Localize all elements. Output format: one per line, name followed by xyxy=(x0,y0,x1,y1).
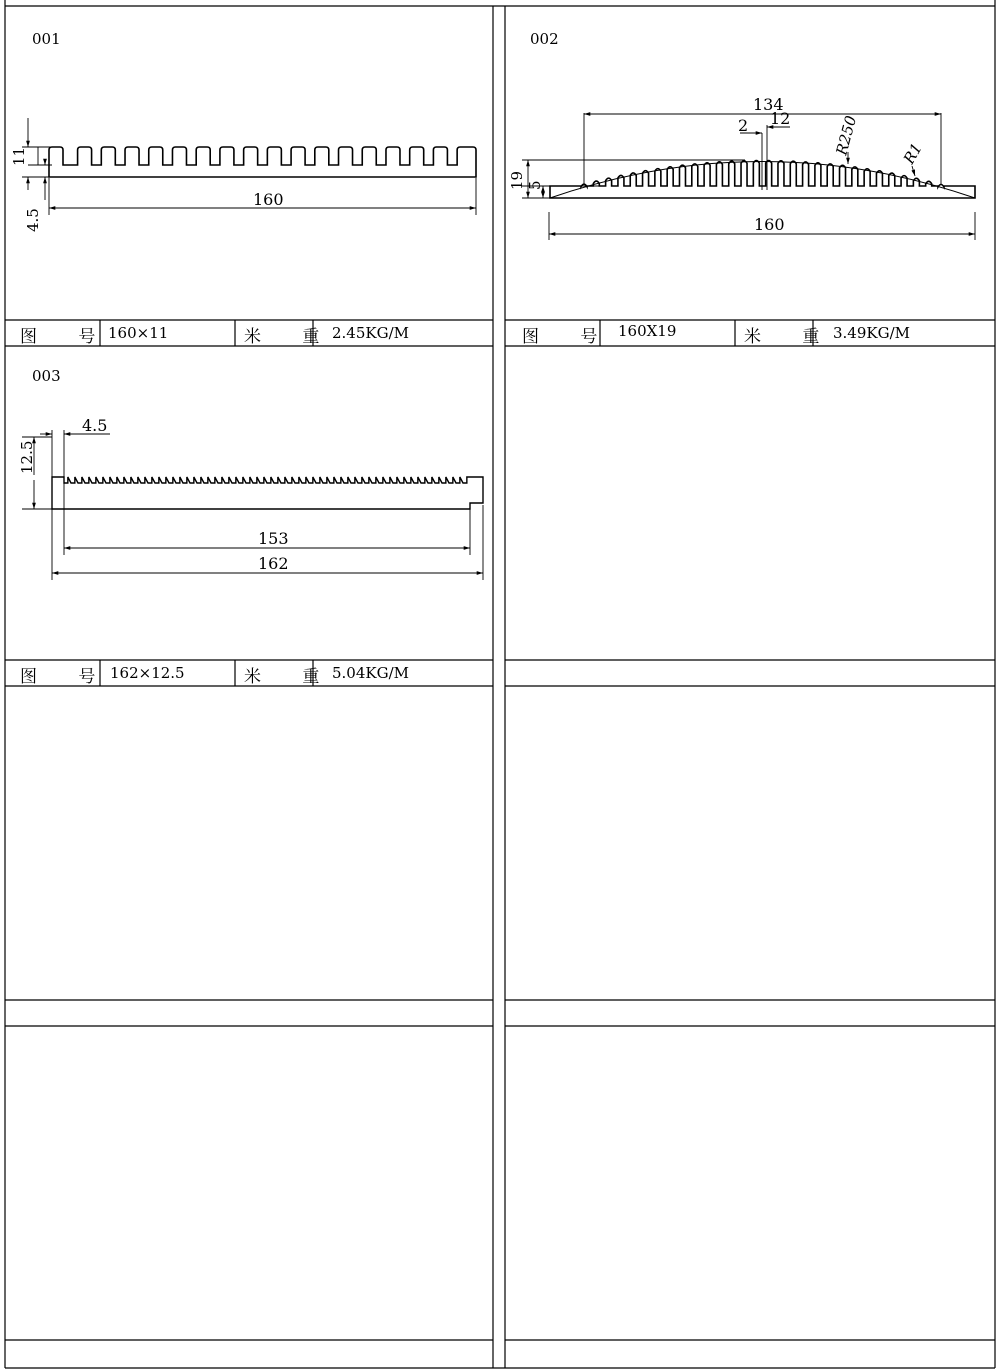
dim-002-fin-gap: 2 xyxy=(738,116,749,135)
weight-label: 米 重 xyxy=(244,327,338,347)
weight-value: 5.04KG/M xyxy=(332,664,409,682)
dim-003-total-width: 162 xyxy=(258,554,289,573)
dim-002-width: 160 xyxy=(754,215,785,234)
profile-001 xyxy=(49,147,476,177)
dim-003-step: 4.5 xyxy=(82,416,108,435)
profile-003 xyxy=(52,477,483,509)
drawing-no-label: 图 号 xyxy=(20,327,114,347)
dim-002-base: 5 xyxy=(526,180,544,190)
panel-id-003: 003 xyxy=(32,367,61,385)
dim-003-height: 12.5 xyxy=(18,440,36,474)
dim-001-height: 11 xyxy=(10,146,28,166)
dim-002-top-span: 134 xyxy=(753,95,784,114)
dim-001-width: 160 xyxy=(253,190,284,209)
dim-002-fillet: R1 xyxy=(899,139,926,167)
dims-002 xyxy=(522,113,975,240)
weight-value: 2.45KG/M xyxy=(332,324,409,342)
dim-002-radius: R250 xyxy=(832,113,861,158)
dim-002-fin-pitch: 12 xyxy=(770,109,791,128)
weight-value: 3.49KG/M xyxy=(833,324,910,342)
drawing-no-value: 162×12.5 xyxy=(110,664,185,682)
profile-002 xyxy=(550,161,975,198)
dim-001-base: 4.5 xyxy=(24,208,42,232)
weight-label: 米 重 xyxy=(744,327,838,347)
panel-id-002: 002 xyxy=(530,30,559,48)
drawing-no-label: 图 号 xyxy=(20,667,114,687)
panel-id-001: 001 xyxy=(32,30,61,48)
dims-001 xyxy=(22,118,476,215)
drawing-no-value: 160×11 xyxy=(108,324,169,342)
dim-003-inner-width: 153 xyxy=(258,529,289,548)
drawing-no-value: 160X19 xyxy=(618,322,677,340)
weight-label: 米 重 xyxy=(244,667,338,687)
dim-002-height: 19 xyxy=(508,170,526,190)
drawing-no-label: 图 号 xyxy=(522,327,616,347)
dims-003 xyxy=(22,430,483,580)
sheet-grid xyxy=(5,0,995,1368)
